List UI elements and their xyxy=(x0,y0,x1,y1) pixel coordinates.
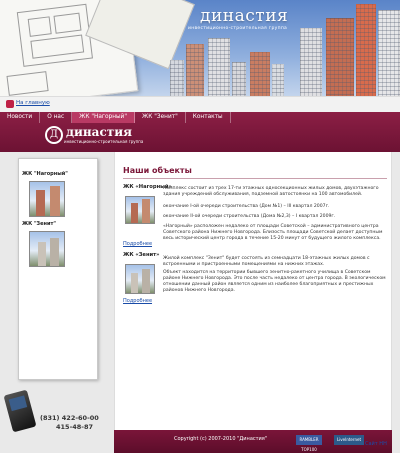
building-image xyxy=(250,52,270,100)
building-image xyxy=(170,60,184,100)
sidebar-item-nagorny[interactable]: ЖК "Нагорный" xyxy=(22,171,68,177)
object-description: Жилой комплекс "Зенит" будет состоять из семнадцати 18-этажных жилых домов с встроенными и пристроенными помещениями на нижних этажах. xyxy=(163,256,370,267)
footer xyxy=(114,430,392,453)
mobile-phone-icon xyxy=(3,390,36,433)
object-description: «Нагорный» расположен недалеко от площади Советской – административного центра Советского района Нижнего Новгорода. Близость площади Советской делает доступным весь исторический центр города в течение 15-20 минут от будущего жилого комплекса. xyxy=(163,224,383,241)
building-image xyxy=(326,18,354,100)
object-description: окончание II-ой очереди строительства (Дома №2,3) – I квартал 2009г. xyxy=(163,214,336,219)
logo-tagline: инвестиционно-строительная группа xyxy=(64,139,144,144)
home-link[interactable]: На главную xyxy=(16,100,50,106)
main-content xyxy=(114,152,392,430)
building-image xyxy=(300,28,322,100)
phone-number: (831) 422-60-00 xyxy=(40,414,99,422)
site-brand-title: династия xyxy=(200,6,289,26)
building-image xyxy=(186,44,204,100)
phone-number: 415-48-87 xyxy=(56,423,94,431)
nav-item-zenit[interactable]: ЖК "Зенит" xyxy=(135,112,186,123)
building-image xyxy=(378,10,400,100)
sidebar-card xyxy=(18,158,98,380)
building-image xyxy=(208,38,230,100)
nav-item-contacts[interactable]: Контакты xyxy=(186,112,231,123)
more-link[interactable]: Подробнее xyxy=(123,241,153,247)
site-brand-tagline: инвестиционно-строительная группа xyxy=(188,26,288,31)
object-description: Комплекс состоит из трех 17-ти этажных односекционных жилых домов, двухэтажного здания учреждений обслуживания, подземной автостоянки на 100 автомобилей. xyxy=(163,186,379,197)
liveinternet-counter-badge[interactable]: LiveInternet xyxy=(334,435,364,445)
sidebar xyxy=(0,152,114,387)
object-description: Объект находится на территории бывшего зенитно-ракетного училища в Советском районе Нижнего Новгорода. Это после часть недалеко от центра города. В экологическом отношении данный район является одним из наиболее благоприятных и престижных районов Нижнего Новгорода. xyxy=(163,270,386,293)
home-icon[interactable] xyxy=(6,100,14,108)
nav-band xyxy=(0,112,400,152)
nagorny-image[interactable] xyxy=(125,196,155,224)
zenit-thumbnail[interactable] xyxy=(29,231,65,267)
sidebar-item-zenit[interactable]: ЖК "Зенит" xyxy=(22,221,56,227)
title-divider xyxy=(123,178,387,179)
nav-item-about[interactable]: О нас xyxy=(40,112,72,123)
object-description: окончание I-ой очереди строительства (Дом №1) – III квартал 2007г. xyxy=(163,204,330,209)
logo-name: династия xyxy=(66,125,132,139)
main-nav xyxy=(0,112,231,123)
logo-icon: Д xyxy=(45,126,63,144)
contact-block xyxy=(0,388,114,453)
building-image xyxy=(356,4,376,100)
page-title: Наши объекты xyxy=(123,166,192,175)
rambler-counter-badge[interactable]: RAMBLER TOP100 xyxy=(296,435,322,445)
object-title: ЖК «Нагорный» xyxy=(123,184,172,190)
copyright-text: Copyright (c) 2007-2010 "Династия" xyxy=(174,436,268,442)
site-link[interactable]: Сайт НН xyxy=(365,441,387,447)
zenit-image[interactable] xyxy=(125,264,155,294)
building-image xyxy=(272,64,284,100)
object-title: ЖК «Зенит» xyxy=(123,252,160,258)
nagorny-thumbnail[interactable] xyxy=(29,181,65,217)
breadcrumb xyxy=(0,96,400,112)
nav-item-nagorny[interactable]: ЖК "Нагорный" xyxy=(72,112,135,123)
header-banner xyxy=(0,0,400,100)
nav-item-news[interactable]: Новости xyxy=(0,112,40,123)
more-link[interactable]: Подробнее xyxy=(123,298,153,304)
building-image xyxy=(232,62,246,100)
